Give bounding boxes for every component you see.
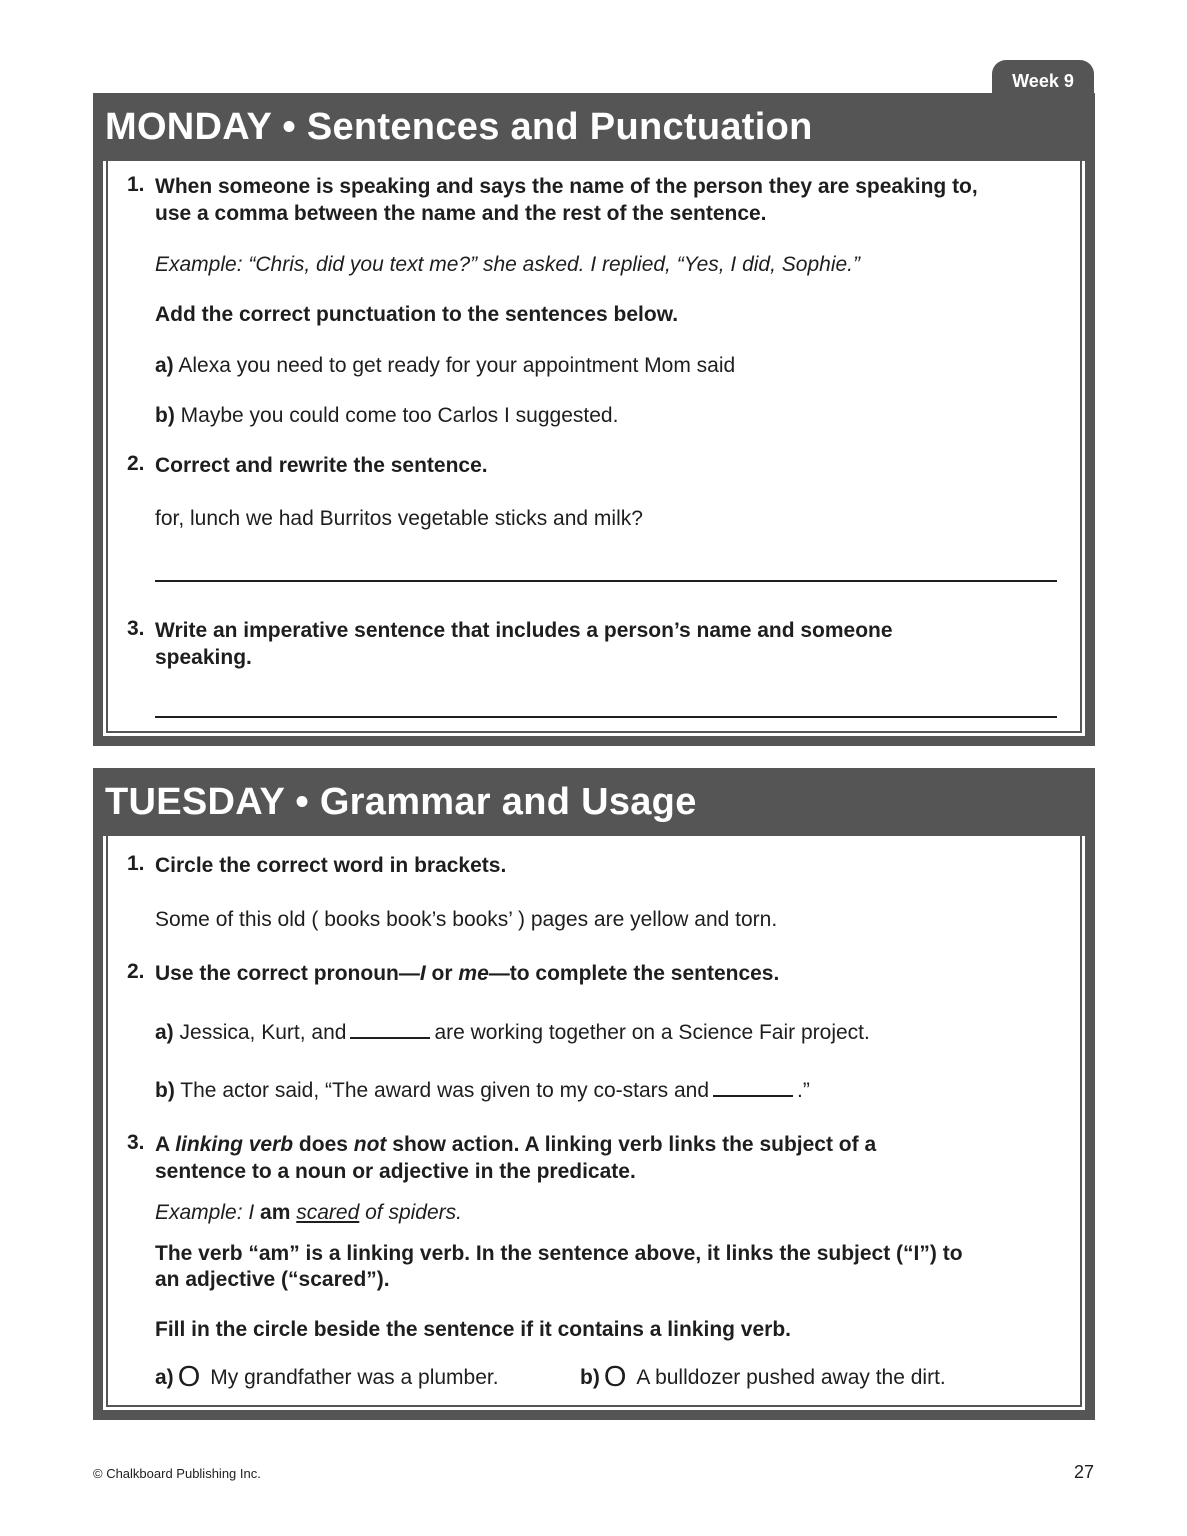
monday-q2-prompt: Correct and rewrite the sentence.: [155, 454, 488, 477]
tuesday-title: TUESDAY • Grammar and Usage: [105, 781, 697, 823]
tuesday-q3-a-text: My grandfather was a plumber.: [210, 1366, 499, 1389]
monday-q3-line1: Write an imperative sentence that includes a person’s name and someone: [155, 619, 893, 642]
monday-q2-number: 2.: [127, 452, 145, 475]
tuesday-q2-a: [155, 1019, 870, 1046]
monday-q1-b-label: b): [155, 404, 175, 427]
tuesday-q2-a-blank[interactable]: [350, 1021, 430, 1039]
monday-q3-answer-line[interactable]: [155, 716, 1057, 718]
monday-q1-a-text: Alexa you need to get ready for your appointment Mom said: [178, 354, 736, 377]
monday-q2-answer-line[interactable]: [155, 580, 1057, 582]
footer-page-number: 27: [1074, 1462, 1095, 1482]
tuesday-q3-expl1: The verb “am” is a linking verb. In the sentence above, it links the subject (“I”) to: [155, 1242, 963, 1265]
tuesday-q3-b-label: b): [580, 1366, 600, 1389]
tuesday-q2-a-after: are working together on a Science Fair project.: [434, 1021, 870, 1044]
tuesday-q3-example: Example: I am scared of spiders.: [155, 1201, 462, 1224]
monday-q1-line1: When someone is speaking and says the name of the person they are speaking to,: [155, 175, 978, 198]
monday-q1-number: 1.: [127, 173, 145, 196]
footer-copyright: © Chalkboard Publishing Inc.: [93, 1466, 261, 1481]
tuesday-q1-number: 1.: [127, 852, 145, 875]
tuesday-q2-b-after: .”: [797, 1079, 810, 1102]
tuesday-q3-a-label: a): [155, 1366, 174, 1389]
monday-q1-line2: use a comma between the name and the rest of the sentence.: [155, 202, 767, 225]
monday-q1-a: [155, 352, 735, 379]
tuesday-q2-b-blank[interactable]: [713, 1079, 793, 1097]
monday-q1-instruction: Add the correct punctuation to the sentences below.: [155, 303, 679, 326]
tuesday-q3-b-text: A bulldozer pushed away the dirt.: [636, 1366, 946, 1389]
tuesday-q2-a-before: Jessica, Kurt, and: [179, 1021, 347, 1044]
tuesday-q1-sentence[interactable]: Some of this old ( books book’s books’ ) pages are yellow and torn.: [155, 908, 778, 931]
week-tab: Week 9: [992, 60, 1094, 100]
monday-title: MONDAY • Sentences and Punctuation: [105, 106, 813, 148]
tuesday-q3-b-circle[interactable]: O: [603, 1361, 627, 1393]
tuesday-q1-prompt: Circle the correct word in brackets.: [155, 854, 507, 877]
tuesday-q3-line1: A linking verb does not show action. A linking verb links the subject of a: [155, 1133, 877, 1156]
tuesday-q3-line2: sentence to a noun or adjective in the predicate.: [155, 1160, 636, 1183]
monday-q1-example: Example: “Chris, did you text me?” she asked. I replied, “Yes, I did, Sophie.”: [155, 253, 860, 276]
monday-q2-sentence: for, lunch we had Burritos vegetable sticks and milk?: [155, 507, 643, 530]
tuesday-q2-a-label: a): [155, 1021, 174, 1044]
tuesday-q2-b-before: The actor said, “The award was given to my co-stars and: [180, 1079, 710, 1102]
monday-q3-line2: speaking.: [155, 646, 252, 669]
monday-q1-b-text: Maybe you could come too Carlos I suggested.: [180, 404, 619, 427]
tuesday-q3-instruction: Fill in the circle beside the sentence if it contains a linking verb.: [155, 1318, 791, 1341]
tuesday-q3-option-b: [580, 1361, 946, 1393]
tuesday-q2-b: [155, 1077, 810, 1104]
tuesday-q3-number: 3.: [127, 1131, 145, 1154]
monday-q1-b: [155, 402, 618, 429]
tuesday-q3-a-circle[interactable]: O: [177, 1361, 201, 1393]
monday-q3-number: 3.: [127, 617, 145, 640]
monday-q1-a-label: a): [155, 354, 174, 377]
tuesday-q2-prompt: Use the correct pronoun—I or me—to complete the sentences.: [155, 962, 780, 985]
tuesday-q2-number: 2.: [127, 960, 145, 983]
tuesday-q3-expl2: an adjective (“scared”).: [155, 1268, 390, 1291]
tuesday-q3-option-a: [155, 1361, 499, 1393]
tuesday-q2-b-label: b): [155, 1079, 175, 1102]
